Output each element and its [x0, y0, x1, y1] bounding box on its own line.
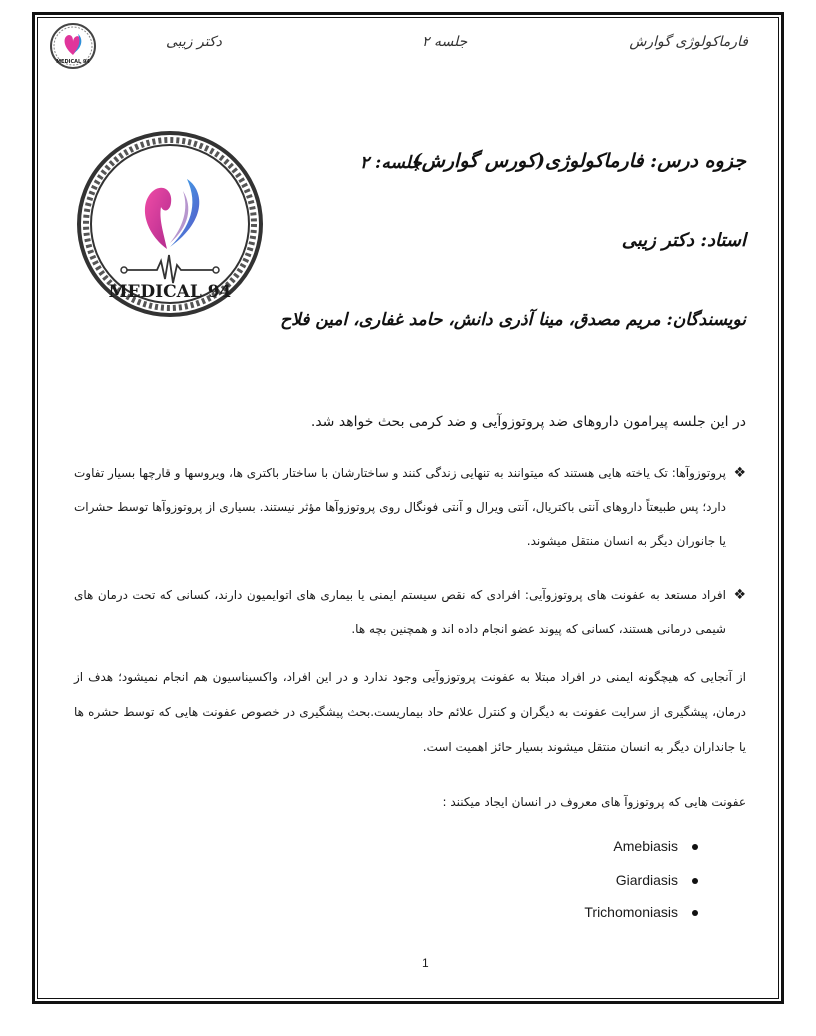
list-item	[616, 872, 698, 888]
list-item	[584, 904, 698, 920]
bullet-text: پروتوزوآها: تک یاخته هایی هستند که میتوانند به تنهایی زندگی کنند و ساختارشان با ساختار باکتری ها، ویروسها و قارچها بسیار تفاوت دارد؛ پس طبیعتاً داروهای آنتی باکتریال، آنتی ویرال و آنتی فونگال روی پروتوزوآها مؤثر نیستند. بسیاری از پروتوزوآها توسط حشرات یا جانوران دیگر به انسان منتقل میشوند.	[74, 466, 726, 548]
diamond-bullet-icon: ❖	[733, 587, 746, 603]
diamond-bullet-icon: ❖	[733, 465, 746, 481]
header-session: جلسه ۲	[422, 34, 468, 50]
bullet-dot-icon	[692, 878, 698, 884]
course-title: جزوه درس: فارماکولوژی(کورس گوارش)	[412, 150, 746, 172]
treatment-paragraph: از آنجایی که هیچگونه ایمنی در افراد مبتلا به عفونت پروتوزوآیی وجود ندارد و در این افراد، واکسیناسیون هم انجام نمیشود؛ هدف از درمان، پیشگیری از سرایت عفونت به دیگران و کنترل علائم حاد بیماریست.بحث پیشگیری در خصوص عفونت هایی که توسط حشره ها یا جانداران دیگر به انسان منتقل میشوند بسیار حائز اهمیت است.	[74, 670, 746, 754]
header-logo-text: MEDICAL 94	[56, 59, 90, 65]
header-teacher: دکتر زیبی	[166, 34, 222, 50]
header-logo	[47, 22, 99, 70]
bullet-dot-icon	[692, 910, 698, 916]
bullet-dot-icon	[692, 844, 698, 850]
infection-name: Giardiasis	[615, 872, 678, 888]
intro-sentence: در این جلسه پیرامون داروهای ضد پروتوزوآیی و ضد کرمی بحث خواهد شد.	[310, 414, 746, 430]
logo-brand-text: MEDICAL 94	[108, 282, 232, 302]
session-label: جلسه: ۲	[360, 153, 422, 173]
infections-list-intro: عفونت هایی که پروتوزوآ های معروف در انسان ایجاد میکنند :	[442, 795, 746, 809]
infection-name: Amebiasis	[613, 838, 678, 854]
header-course: فارماکولوژی گوارش	[629, 34, 748, 50]
medical94-logo	[75, 127, 265, 321]
teacher-line: استاد: دکتر زیبی	[621, 230, 746, 251]
bullet-susceptible	[74, 578, 746, 646]
bullet-protozoa	[74, 456, 746, 558]
list-item	[613, 838, 698, 854]
bullet-text: افراد مستعد به عفونت های پروتوزوآیی: افرادی که نقص سیستم ایمنی یا بیماری های اتوایمیون دارند، کسانی که تحت درمان های شیمی درمانی هستند، کسانی که پیوند عضو انجام داده اند و همچنین بچه ها.	[74, 588, 726, 636]
authors-line: نویسندگان: مریم مصدق، مینا آذری دانش، حامد غفاری، امین فلاح	[280, 310, 746, 330]
infection-name: Trichomoniasis	[584, 904, 678, 920]
page-number: 1	[422, 956, 429, 970]
